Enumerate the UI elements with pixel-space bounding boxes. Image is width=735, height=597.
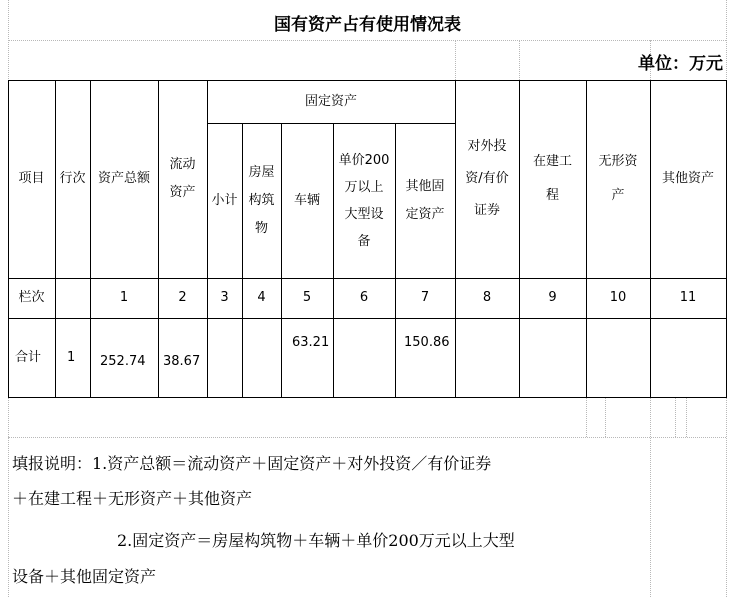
column-number: 3	[220, 290, 229, 305]
grid-line	[586, 397, 587, 437]
grid-line	[650, 397, 651, 597]
vehicles-value: 63.21	[292, 335, 330, 350]
grid-line	[455, 40, 456, 80]
column-number: 9	[548, 290, 557, 305]
header-current-assets: 流动 资产	[169, 157, 196, 200]
total-assets-value: 252.74	[100, 354, 146, 369]
header-other-fixed: 其他固 定资产	[405, 178, 445, 222]
column-number: 2	[178, 290, 187, 305]
header-investment: 对外投 资/有价 证券	[465, 139, 509, 218]
header-fixed-assets: 固定资产	[304, 93, 357, 109]
note-line-3: 2.固定资产＝房屋构筑物＋车辆＋单价200万元以上大型	[117, 531, 515, 550]
column-number: 11	[679, 290, 697, 305]
note-line-4: 设备＋其他固定资产	[12, 567, 157, 586]
column-number: 1	[119, 290, 129, 305]
total-label: 合计	[15, 350, 42, 365]
header-intangible: 无形资 产	[598, 154, 638, 203]
grid-line	[605, 397, 606, 437]
column-number: 6	[359, 290, 369, 305]
grid-line	[8, 40, 726, 41]
header-construction: 在建工 程	[532, 154, 572, 203]
header-line-no: 行次	[59, 171, 86, 186]
note-line-1: 填报说明：1.资产总额＝流动资产＋固定资产＋对外投资／有价证券	[12, 454, 492, 473]
current-assets-value: 38.67	[163, 354, 201, 369]
header-large-equipment: 单价200 万以上 大型设 备	[338, 152, 390, 249]
other-fixed-value: 150.86	[404, 335, 450, 350]
header-vehicles: 车辆	[293, 192, 320, 208]
header-subtotal: 小计	[211, 192, 238, 208]
page-title: 国有资产占有使用情况表	[274, 15, 461, 35]
column-number: 4	[257, 290, 266, 305]
grid-line	[8, 437, 726, 438]
total-line-no: 1	[67, 350, 76, 365]
header-total-assets: 资产总额	[97, 171, 150, 186]
header-other-assets: 其他资产	[661, 171, 714, 186]
header-item: 项目	[18, 171, 45, 186]
grid-line	[686, 397, 687, 437]
unit-label: 单位：万元	[638, 54, 723, 74]
column-number: 8	[482, 290, 492, 305]
column-number: 5	[302, 290, 312, 305]
column-number: 7	[420, 290, 430, 305]
column-number-label: 栏次	[18, 290, 45, 305]
column-number: 10	[609, 290, 627, 305]
header-buildings: 房屋 构筑 物	[248, 164, 275, 236]
grid-line	[675, 397, 676, 437]
grid-line	[519, 40, 520, 80]
note-line-2: ＋在建工程＋无形资产＋其他资产	[12, 489, 253, 508]
